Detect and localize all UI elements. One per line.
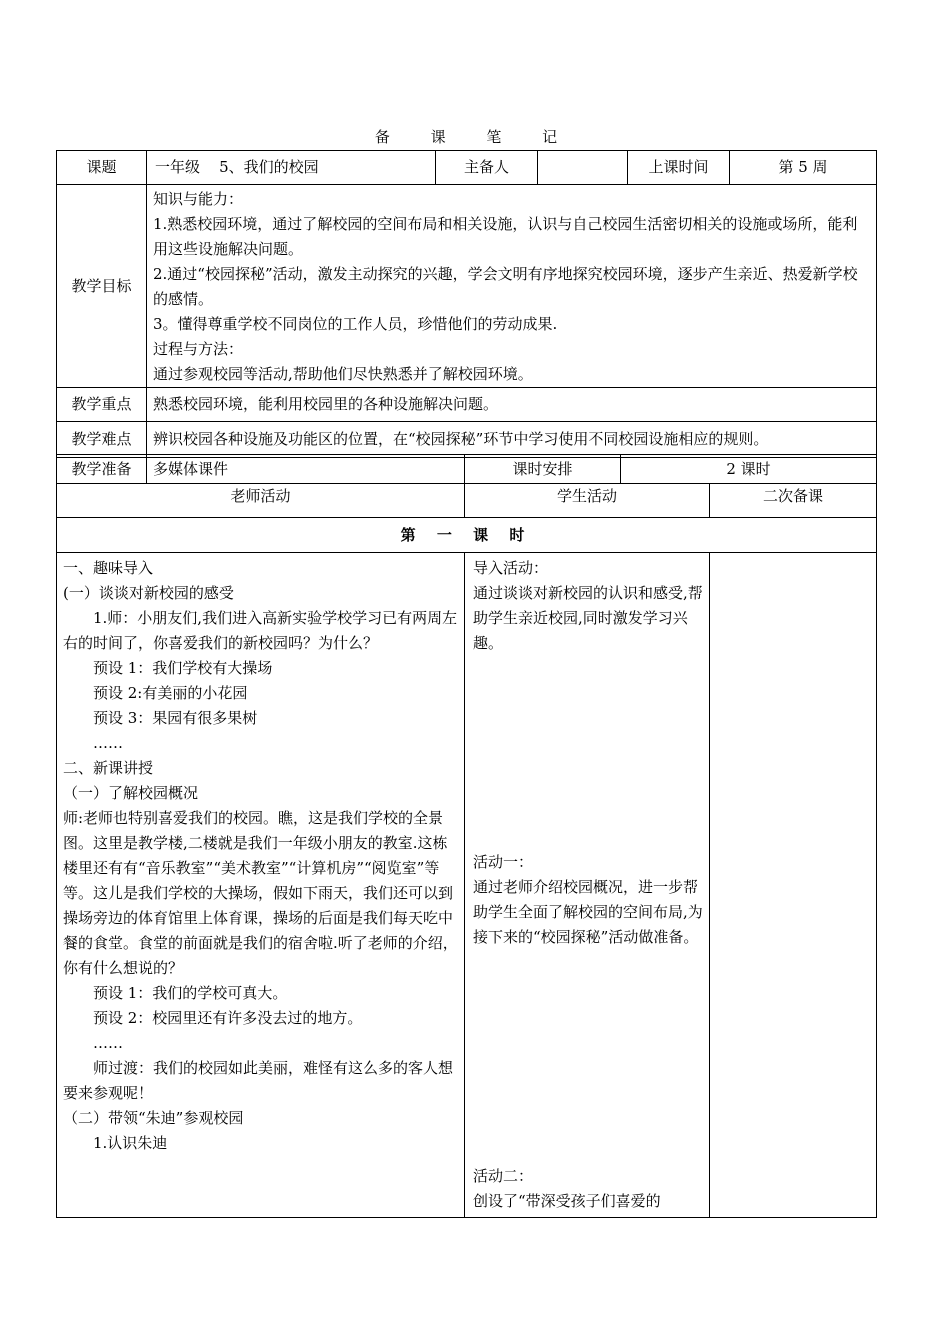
- objectives-line: 1.熟悉校园环境，通过了解校园的空间布局和相关设施，认识与自己校园生活密切相关的设施或场所，能利用这些设施解决问题。: [153, 215, 858, 258]
- document-title: 备 课 笔 记: [374, 128, 576, 146]
- teacher-line: ……: [93, 734, 123, 752]
- key-points-value: 熟悉校园环境，能利用校园里的各种设施解决问题。: [147, 388, 877, 422]
- schedule-label: 课时安排: [465, 455, 621, 484]
- student-block-intro: [473, 556, 703, 656]
- teacher-line: 1.认识朱迪: [93, 1134, 168, 1152]
- lesson-section-title: 第 一 课 时: [57, 518, 877, 553]
- lesson-plan-table: [56, 454, 877, 1218]
- teacher-line: 一、趣味导入: [63, 559, 154, 577]
- objectives-content: [147, 185, 877, 388]
- student-block-title: 活动二：: [473, 1167, 534, 1185]
- teacher-line: 预设 2：校园里还有许多没去过的地方。: [93, 1009, 363, 1027]
- prep-value: 多媒体课件: [147, 455, 465, 484]
- teacher-line: 预设 1：我们学校有大操场: [93, 659, 273, 677]
- class-time-value: 第 5 周: [730, 151, 877, 185]
- teacher-line: 预设 2:有美丽的小花园: [93, 684, 248, 702]
- objectives-line: 2.通过“校园探秘”活动，激发主动探究的兴趣，学会文明有序地探究校园环境，逐步产生亲近、热爱新学校的感情。: [153, 265, 858, 308]
- topic-label: 课题: [57, 151, 147, 185]
- student-column-header: 学生活动: [465, 484, 710, 518]
- difficulties-value: 辨识校园各种设施及功能区的位置，在“校园探秘”环节中学习使用不同校园设施相应的规则。: [147, 422, 877, 458]
- student-block-text: 通过谈谈对新校园的认识和感受,帮助学生亲近校园,同时激发学习兴趣。: [473, 584, 703, 652]
- objectives-line: 过程与方法：: [153, 340, 244, 358]
- schedule-value: 2 课时: [621, 455, 877, 484]
- class-time-label: 上课时间: [628, 151, 730, 185]
- objectives-line: 知识与能力：: [153, 190, 244, 208]
- teacher-line: 二、新课讲授: [63, 759, 154, 777]
- lead-value: [538, 151, 628, 185]
- difficulties-label: 教学难点: [57, 422, 147, 458]
- teacher-line: 师:老师也特别喜爱我们的校园。瞧，这是我们学校的全景图。这里是教学楼,二楼就是我们一年级小朋友的教室.这栋楼里还有有“音乐教室”“美术教室”“计算机房”“阅览室”等等。这儿是我们学校的大操场，假如下雨天，我们还可以到操场旁边的体育馆里上体育课，操场的后面是我们每天吃中餐的食堂。食堂的前面就是我们的宿舍啦.听了老师的介绍，你有什么想说的？: [63, 809, 458, 977]
- second-prep-column-header: 二次备课: [710, 484, 877, 518]
- teacher-line: ……: [93, 1034, 123, 1052]
- student-block-text: 创设了“带深受孩子们喜爱的: [473, 1192, 661, 1210]
- second-prep-cell: [710, 553, 877, 1218]
- objectives-line: 通过参观校园等活动,帮助他们尽快熟悉并了解校园环境。: [153, 365, 533, 383]
- student-block-activity-2: [473, 1164, 703, 1214]
- key-points-label: 教学重点: [57, 388, 147, 422]
- objectives-label: 教学目标: [57, 185, 147, 388]
- teacher-line: 师过渡：我们的校园如此美丽，难怪有这么多的客人想要来参观呢！: [63, 1059, 454, 1102]
- teacher-line: （二）带领“朱迪”参观校园: [63, 1109, 244, 1127]
- student-block-text: 通过老师介绍校园概况，进一步帮助学生全面了解校园的空间布局,为接下来的“校园探秘”活动做准备。: [473, 878, 703, 946]
- teacher-column-header: 老师活动: [57, 484, 465, 518]
- student-block-activity-1: [473, 850, 703, 950]
- prep-label: 教学准备: [57, 455, 147, 484]
- student-block-title: 导入活动：: [473, 559, 549, 577]
- objectives-line: 3。懂得尊重学校不同岗位的工作人员，珍惜他们的劳动成果.: [153, 315, 558, 333]
- student-block-title: 活动一：: [473, 853, 534, 871]
- teacher-line: （一）了解校园概况: [63, 784, 199, 802]
- teacher-line: 1.师：小朋友们,我们进入高新实验学校学习已有两周左右的时间了，你喜爱我们的新校园吗？为什么？: [63, 609, 458, 652]
- lead-label: 主备人: [436, 151, 538, 185]
- teacher-line: 预设 1：我们的学校可真大。: [93, 984, 288, 1002]
- student-activity-cell: [465, 553, 710, 1218]
- topic-value: 一年级 5、我们的校园: [147, 151, 436, 185]
- teacher-line: 预设 3：果园有很多果树: [93, 709, 258, 727]
- lesson-info-table: [56, 150, 877, 458]
- teacher-activity-cell: [57, 553, 465, 1218]
- teacher-line: (一）谈谈对新校园的感受: [63, 584, 234, 602]
